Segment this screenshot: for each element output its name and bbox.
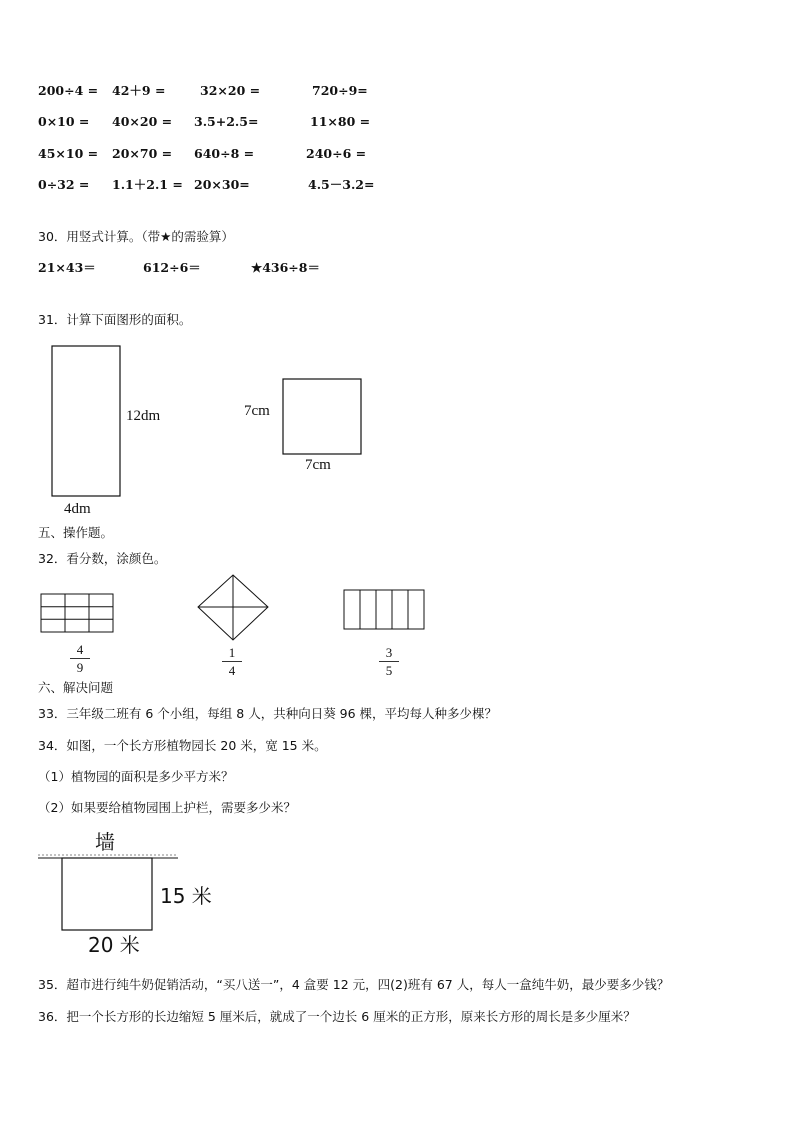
square-bottom-label: 7cm [305, 457, 331, 473]
fraction-4-9 [70, 643, 90, 674]
calc-item: 42＋9 = [112, 83, 166, 98]
calc-item: 20×70 = [112, 146, 173, 161]
question-34-sub-2: （2）如果要给植物园围上护栏，需要多少米？ [38, 800, 296, 815]
calc-item: 32×20 = [200, 83, 261, 98]
rectangle-figure [52, 346, 120, 496]
fraction-denominator: 9 [76, 660, 84, 675]
question-34: 34．如图，一个长方形植物园长 20 米，宽 15 米。 [38, 738, 327, 753]
section-6-title: 六、解决问题 [38, 680, 114, 695]
fraction-denominator: 4 [228, 663, 236, 678]
calc-item: 1.1＋2.1 = [112, 177, 183, 192]
calc-item: 4.5－3.2= [308, 177, 375, 192]
question-30-title: 30．用竖式计算。（带★的需验算） [38, 229, 234, 244]
garden-length-label: 20 米 [88, 933, 140, 957]
fraction-3-5 [379, 646, 399, 677]
vertical-calc-item: 21×43＝ [38, 260, 96, 275]
calc-item: 20×30= [194, 177, 250, 192]
calc-item: 0×10 = [38, 114, 90, 129]
calc-item: 640÷8 = [194, 146, 255, 161]
calc-item: 40×20 = [112, 114, 173, 129]
calc-item: 3.5+2.5= [194, 114, 259, 129]
fraction-denominator: 5 [385, 663, 393, 678]
fraction-numerator: 1 [228, 645, 236, 660]
calc-item: 0÷32 = [38, 177, 90, 192]
question-36: 36．把一个长方形的长边缩短 5 厘米后，就成了一个边长 6 厘米的正方形，原来长方形的周长是多少厘米？ [38, 1009, 636, 1024]
calc-item: 240÷6 = [306, 146, 367, 161]
question-34-sub-1: （1）植物园的面积是多少平方米？ [38, 769, 234, 784]
square-side-label: 7cm [244, 403, 270, 419]
vertical-calc-item: ★436÷8＝ [251, 260, 320, 275]
question-31-title: 31．计算下面图形的面积。 [38, 312, 192, 327]
question-32-title: 32．看分数，涂颜色。 [38, 551, 167, 566]
diamond-figure [198, 575, 268, 640]
calc-item: 720÷9= [312, 83, 368, 98]
rect-height-label: 12dm [126, 408, 161, 424]
garden-rectangle [62, 858, 152, 930]
fraction-numerator: 4 [76, 642, 84, 657]
wall-label: 墙 [95, 830, 115, 854]
question-35: 35．超市进行纯牛奶促销活动，“买八送一”，4 盒要 12 元，四(2)班有 67 人，每人一盒纯牛奶，最少要多少钱？ [38, 977, 670, 992]
rect-width-label: 4dm [64, 501, 91, 517]
calc-item: 45×10 = [38, 146, 99, 161]
question-33: 33．三年级二班有 6 个小组，每组 8 人，共种向日葵 96 棵，平均每人种多少棵？ [38, 706, 498, 721]
fraction-1-4 [222, 646, 242, 677]
calc-item: 11×80 = [310, 114, 371, 129]
strip-5-figure [344, 590, 424, 629]
garden-width-label: 15 米 [160, 884, 212, 908]
fraction-numerator: 3 [385, 645, 393, 660]
grid-3x3-figure [41, 594, 113, 632]
calc-item: 200÷4 = [38, 83, 99, 98]
vertical-calc-item: 612÷6＝ [143, 260, 201, 275]
section-5-title: 五、操作题。 [38, 525, 114, 540]
square-figure [283, 379, 361, 454]
